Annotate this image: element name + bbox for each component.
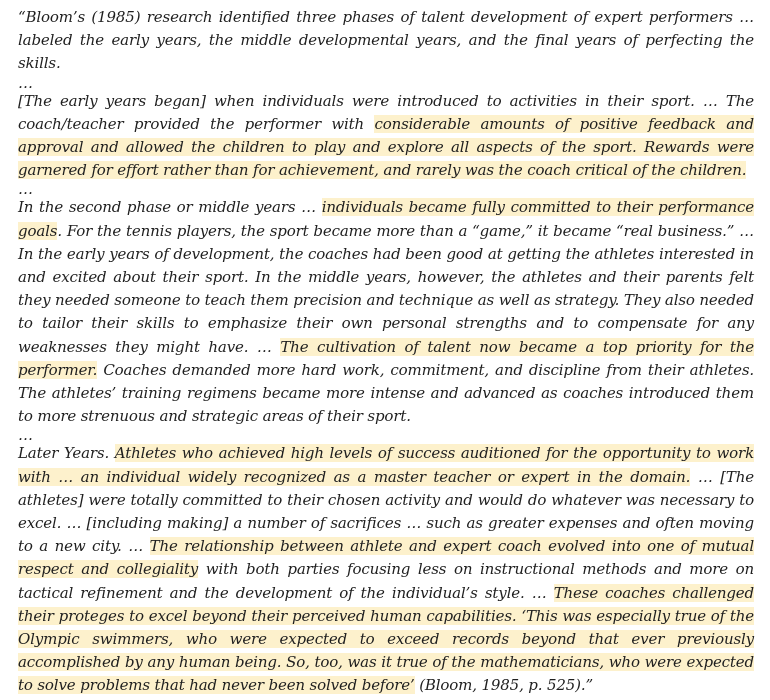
paragraph-early-years xyxy=(18,90,754,183)
later-years-text: … [The athletes] were totally committed to their chosen activity and would do whatever was necessary to excel. … [including making] a number of sacrifices … such as greater expenses and often moving to a new city. … xyxy=(18,467,754,556)
quoted-passage xyxy=(18,6,754,698)
ellipsis-separator: … xyxy=(18,426,33,445)
middle-years-text: In the second phase or middle years … xyxy=(18,198,322,217)
paragraph-intro xyxy=(18,6,754,76)
intro-text: “Bloom’s (1985) research identified three phases of talent development of expert performers … labeled the early years, the middle developmental years, and the final years of perfecting the skills. xyxy=(18,8,754,73)
ellipsis-separator: … xyxy=(18,180,33,199)
paragraph-middle-years xyxy=(18,196,754,428)
ellipsis-separator: … xyxy=(18,73,33,92)
later-years-text-continued: with both parties focusing less on instructional methods and more on tactical refinement and the development of the individual’s style. … xyxy=(18,560,755,602)
paragraph-later-years xyxy=(18,442,754,697)
highlight-feedback: considerable amounts of positive feedback and approval and allowed the children to play and explore all aspects of the sport. Rewards were garnered for effort rather than for achievement, and rarely was the coach critical of the children. xyxy=(18,114,754,180)
early-years-text: [The early years began] when individuals were introduced to activities in their sport. … The coach/teacher provided the performer with xyxy=(18,91,754,133)
citation: (Bloom, 1985, p. 525).” xyxy=(414,676,594,695)
highlight-challenged: These coaches challenged their proteges to excel beyond their perceived human capabilities. ‘This was especially true of the Olympic swimmers, who were expected to exceed records beyond that ever previously accomplished by any human being. So, too, was it true of the mathematicians, who were expected to solve problems that had never been solved before’ xyxy=(18,583,754,695)
highlight-cultivation: The cultivation of talent now became a top priority for the performer. xyxy=(18,337,754,379)
highlight-committed: individuals became fully committed to their performance goals xyxy=(18,198,754,240)
middle-years-text-continued: . For the tennis players, the sport became more than a “game,” it became “real business.” … In the early years of development, the coaches had been good at getting the athletes interested in and excited about their sport. In the middle years, however, the athletes and their parents felt they needed someone to teach them precision and technique as well as strategy. They also needed to tailor their skills to emphasize their own personal strengths and to compensate for any weaknesses they might have. … xyxy=(18,221,754,356)
highlight-relationship: The relationship between athlete and expert coach evolved into one of mutual respect and collegiality xyxy=(18,537,754,579)
highlight-auditioned: Athletes who achieved high levels of success auditioned for the opportunity to work with … an individual widely recognized as a master teacher or expert in the domain. xyxy=(18,444,755,486)
middle-years-text-end: Coaches demanded more hard work, commitment, and discipline from their athletes. The athletes’ training regimens became more intense and advanced as coaches introduced them to more strenuous and strategic areas of their sport. xyxy=(18,360,754,426)
later-years-heading: Later Years. xyxy=(18,444,115,463)
